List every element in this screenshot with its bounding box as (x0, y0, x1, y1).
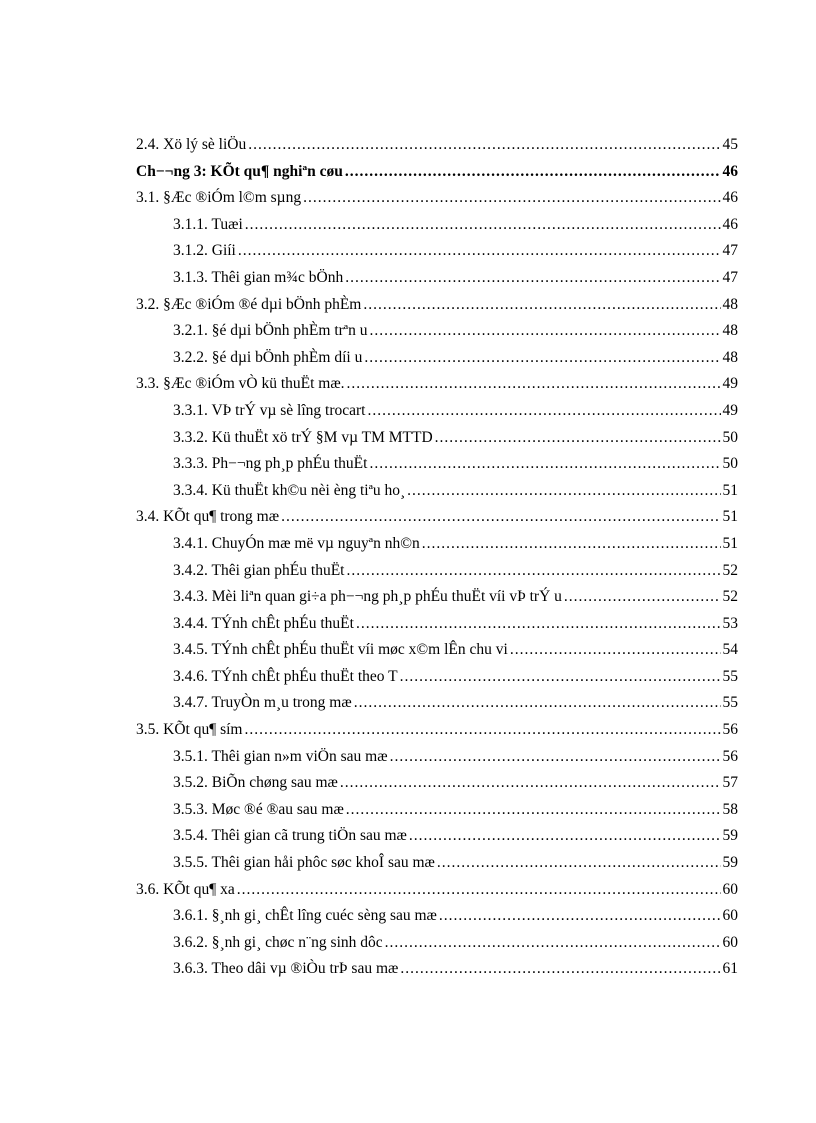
dot-leader (510, 637, 721, 664)
toc-entry-title: 3.1.3. Thêi gian m¾c bÖnh (173, 268, 344, 286)
toc-entry-title: 3.2.2. §é dµi bÖnh phÈm díi u (173, 348, 363, 366)
toc-entry (136, 318, 738, 345)
toc-entry-title: 3.1.2. Giíi (173, 242, 236, 260)
dot-leader (390, 744, 721, 771)
toc-entry-title: 3.4.1. ChuyÓn mæ më vµ nguyªn nh©n (173, 534, 420, 552)
toc-entry (136, 717, 738, 744)
dot-leader (245, 212, 721, 239)
toc-entry-title: 3.4.4. TÝnh chÊt phÉu thuËt (173, 614, 354, 632)
toc-entry-page-number: 52 (722, 588, 738, 606)
toc-entry (136, 371, 738, 398)
dot-leader (409, 823, 721, 850)
table-of-contents (136, 132, 738, 983)
toc-entry-title: 3.6.1. §¸nh gi¸ chÊt lîng cuéc sèng sau mæ (173, 907, 437, 925)
toc-entry (136, 185, 738, 212)
toc-entry (136, 478, 738, 505)
dot-leader (439, 903, 721, 930)
toc-entry-title: 3.6.2. §¸nh gi¸ chøc n¨ng sinh dôc (173, 933, 383, 951)
toc-entry-page-number: 50 (722, 455, 738, 473)
dot-leader (345, 265, 720, 292)
toc-entry (136, 690, 738, 717)
toc-entry-title: 3.5.4. Thêi gian cã trung tiÖn sau mæ (173, 827, 407, 845)
toc-entry (136, 265, 738, 292)
toc-entry (136, 345, 738, 372)
toc-entry-title: 3.2.1. §é dµi bÖnh phÈm trªn u (173, 322, 368, 340)
dot-leader (346, 558, 720, 585)
toc-entry-title: 3.5.2. BiÕn chøng sau mæ (173, 774, 338, 792)
dot-leader (369, 318, 720, 345)
dot-leader (354, 690, 721, 717)
toc-entry-page-number: 46 (722, 215, 738, 233)
toc-entry-page-number: 48 (722, 295, 738, 313)
toc-entry-title: 3.4.2. Thêi gian phÉu thuËt (173, 561, 345, 579)
toc-entry (136, 292, 738, 319)
toc-entry (136, 425, 738, 452)
toc-entry-page-number: 60 (722, 933, 738, 951)
toc-entry-title: 3.6.3. Theo dâi vµ ®iÒu trÞ sau mæ (173, 960, 399, 978)
toc-entry-page-number: 60 (722, 880, 738, 898)
toc-entry-title: 3.2. §Æc ®iÓm ®é dµi bÖnh phÈm (136, 295, 362, 313)
dot-leader (435, 425, 721, 452)
toc-entry (136, 504, 738, 531)
toc-entry-title: 3.3.4. Kü thuËt kh©u nèi èng tiªu ho¸ (173, 481, 406, 499)
toc-entry-title: 3.1. §Æc ®iÓm l©m sµng (136, 189, 302, 207)
toc-entry (136, 159, 738, 186)
toc-entry-page-number: 51 (722, 481, 738, 499)
toc-entry-page-number: 46 (722, 189, 738, 207)
toc-entry-page-number: 47 (722, 268, 738, 286)
dot-leader (303, 185, 720, 212)
dot-leader (237, 877, 721, 904)
toc-entry-page-number: 50 (722, 428, 738, 446)
dot-leader (340, 770, 721, 797)
toc-entry-page-number: 60 (722, 907, 738, 925)
toc-entry-page-number: 59 (722, 854, 738, 872)
toc-entry (136, 132, 738, 159)
toc-entry-page-number: 49 (722, 401, 738, 419)
toc-entry-title: 3.4.7. TruyÒn m¸u trong mæ (173, 694, 352, 712)
dot-leader (437, 850, 721, 877)
toc-entry (136, 212, 738, 239)
toc-entry-title: 3.4. KÕt qu¶ trong mæ (136, 508, 280, 526)
dot-leader (369, 451, 720, 478)
toc-entry-page-number: 47 (722, 242, 738, 260)
dot-leader (385, 930, 721, 957)
dot-leader (400, 664, 721, 691)
toc-entry-title: 3.5.3. Møc ®é ®au sau mæ (173, 800, 344, 818)
toc-entry-page-number: 51 (722, 534, 738, 552)
toc-entry (136, 930, 738, 957)
toc-entry-title: 3.5.1. Thêi gian n»m viÖn sau mæ (173, 747, 388, 765)
toc-entry-page-number: 48 (722, 322, 738, 340)
toc-entry-title: 3.6. KÕt qu¶ xa (136, 880, 235, 898)
toc-entry (136, 584, 738, 611)
toc-entry (136, 823, 738, 850)
dot-leader (364, 345, 720, 372)
toc-entry-title: 3.5.5. Thêi gian håi phôc søc khoÎ sau mæ (173, 854, 435, 872)
toc-entry-page-number: 53 (722, 614, 738, 632)
toc-entry-title: 3.4.5. TÝnh chÊt phÉu thuËt víi møc x©m lÊn chu vi (173, 641, 508, 659)
dot-leader (422, 531, 721, 558)
dot-leader (407, 478, 720, 505)
dot-leader (363, 292, 720, 319)
toc-entry-page-number: 52 (722, 561, 738, 579)
dot-leader (347, 371, 721, 398)
toc-entry (136, 398, 738, 425)
toc-entry-title: 3.1.1. Tuæi (173, 215, 243, 233)
dot-leader (281, 504, 720, 531)
toc-entry-page-number: 51 (722, 508, 738, 526)
dot-leader (345, 159, 721, 186)
toc-entry-title: Ch−¬ng 3: KÕt qu¶ nghiªn cøu (136, 162, 343, 180)
toc-entry-page-number: 56 (722, 721, 738, 739)
toc-entry-title: 3.5. KÕt qu¶ sím (136, 721, 243, 739)
toc-entry-page-number: 57 (722, 774, 738, 792)
toc-entry (136, 877, 738, 904)
toc-entry-title: 3.3. §Æc ®iÓm vÒ kü thuËt mæ. (136, 375, 345, 393)
toc-entry (136, 558, 738, 585)
toc-entry-title: 3.3.2. Kü thuËt xö trÝ §M vµ TM MTTD (173, 428, 433, 446)
dot-leader (400, 956, 720, 983)
toc-entry (136, 744, 738, 771)
toc-entry-title: 3.4.3. Mèi liªn quan gi÷a ph−¬ng ph¸p phÉu thuËt víi vÞ trÝ u (173, 588, 562, 606)
toc-entry (136, 664, 738, 691)
dot-leader (564, 584, 721, 611)
dot-leader (346, 797, 721, 824)
dot-leader (248, 132, 720, 159)
toc-entry-page-number: 49 (722, 375, 738, 393)
dot-leader (367, 398, 720, 425)
toc-entry (136, 531, 738, 558)
toc-entry (136, 637, 738, 664)
dot-leader (238, 238, 721, 265)
toc-entry-page-number: 56 (722, 747, 738, 765)
toc-entry (136, 238, 738, 265)
toc-entry-title: 2.4. Xö lý sè liÖu (136, 136, 247, 153)
toc-entry-page-number: 58 (722, 800, 738, 818)
toc-entry-title: 3.3.3. Ph−¬ng ph¸p phÉu thuËt (173, 455, 368, 473)
toc-entry-page-number: 61 (722, 960, 738, 978)
toc-entry-title: 3.3.1. VÞ trÝ vµ sè lîng trocart (173, 401, 366, 419)
toc-entry (136, 850, 738, 877)
dot-leader (356, 611, 721, 638)
dot-leader (245, 717, 721, 744)
toc-entry (136, 770, 738, 797)
toc-entry-page-number: 55 (722, 667, 738, 685)
toc-entry-page-number: 45 (722, 136, 738, 153)
toc-entry (136, 903, 738, 930)
toc-entry-title: 3.4.6. TÝnh chÊt phÉu thuËt theo T (173, 667, 398, 685)
toc-entry-page-number: 59 (722, 827, 738, 845)
toc-entry (136, 451, 738, 478)
toc-entry (136, 797, 738, 824)
toc-entry (136, 956, 738, 983)
toc-entry-page-number: 55 (722, 694, 738, 712)
toc-entry-page-number: 46 (722, 162, 738, 180)
toc-entry-page-number: 54 (722, 641, 738, 659)
toc-entry (136, 611, 738, 638)
toc-entry-page-number: 48 (722, 348, 738, 366)
